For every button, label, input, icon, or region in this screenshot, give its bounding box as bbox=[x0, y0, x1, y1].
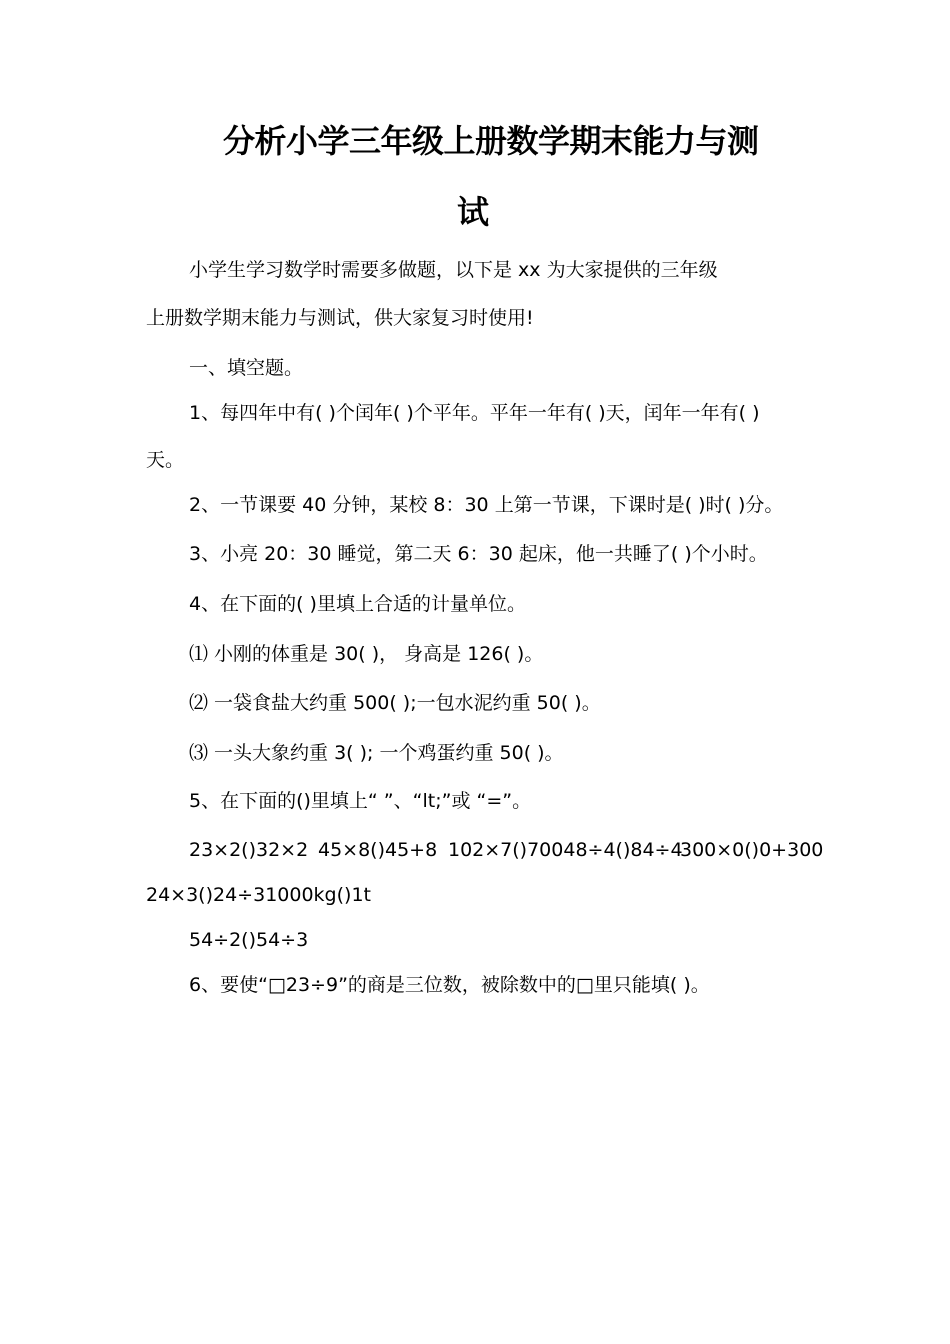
question-4: 4、在下面的( )里填上合适的计量单位。 bbox=[189, 593, 526, 615]
question-5-expr-a: 23×2()32×2 bbox=[189, 839, 309, 861]
question-5-expr-c: 102×7()70048÷4()84÷4 bbox=[448, 839, 683, 861]
question-4-item-1: ⑴ 小刚的体重是 30( )， 身高是 126( )。 bbox=[189, 643, 544, 665]
question-4-item-2: ⑵ 一袋食盐大约重 500( );一包水泥约重 50( )。 bbox=[189, 692, 601, 714]
question-5: 5、在下面的()里填上“ ”、“lt;”或 “=”。 bbox=[189, 790, 532, 812]
question-5-expr-d: 300×0()0+300 bbox=[680, 839, 824, 861]
question-1-line-1: 1、每四年中有( )个闰年( )个平年。平年一年有( )天，闰年一年有( ) bbox=[189, 402, 760, 424]
intro-line-1: 小学生学习数学时需要多做题，以下是 xx 为大家提供的三年级 bbox=[189, 259, 718, 281]
section-heading-fill-blank: 一、填空题。 bbox=[189, 357, 304, 379]
document-title-line-1: 分析小学三年级上册数学期末能力与测 bbox=[223, 122, 759, 160]
question-5-row-2: 24×3()24÷31000kg()1t bbox=[146, 884, 371, 906]
question-2: 2、一节课要 40 分钟，某校 8：30 上第一节课，下课时是( )时( )分。 bbox=[189, 494, 784, 516]
question-6: 6、要使“□23÷9”的商是三位数，被除数中的□里只能填( )。 bbox=[189, 974, 710, 996]
question-4-item-3: ⑶ 一头大象约重 3( ); 一个鸡蛋约重 50( )。 bbox=[189, 742, 564, 764]
document-title-line-2: 试 bbox=[457, 193, 490, 231]
question-5-row-3: 54÷2()54÷3 bbox=[189, 929, 309, 951]
intro-line-2: 上册数学期末能力与测试，供大家复习时使用! bbox=[146, 307, 534, 329]
question-3: 3、小亮 20：30 睡觉，第二天 6：30 起床，他一共睡了( )个小时。 bbox=[189, 543, 768, 565]
question-5-expr-b: 45×8()45+8 bbox=[318, 839, 438, 861]
question-1-line-2: 天。 bbox=[146, 449, 185, 471]
